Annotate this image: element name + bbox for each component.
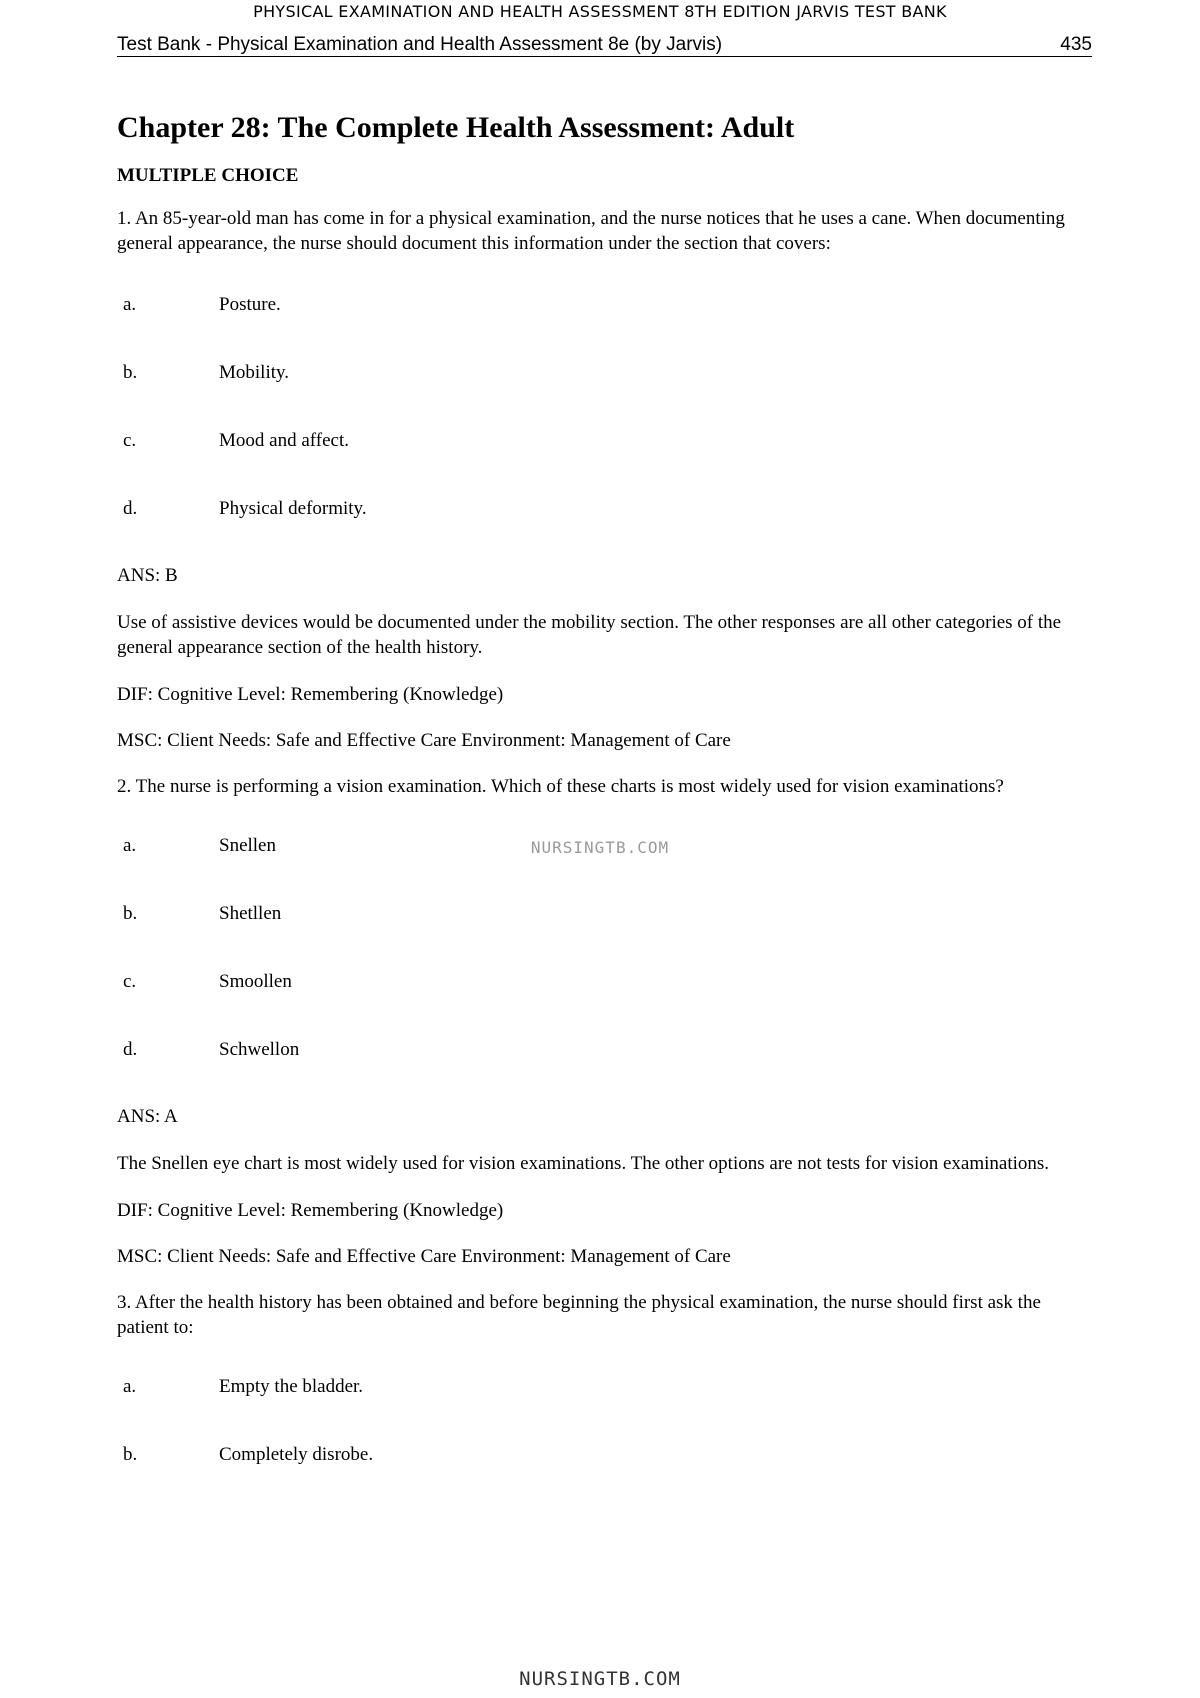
option-text: Mobility. bbox=[219, 362, 290, 383]
option-letter: a. bbox=[123, 835, 137, 856]
option-letter: a. bbox=[123, 294, 137, 315]
option-letter: b. bbox=[123, 903, 138, 924]
question-block bbox=[117, 206, 1092, 753]
option bbox=[117, 969, 1092, 994]
answer-key: ANS: B bbox=[117, 565, 178, 586]
option-text: Schwellon bbox=[219, 1039, 300, 1060]
option bbox=[117, 1442, 1092, 1467]
option bbox=[117, 360, 1092, 385]
difficulty-tag: DIF: Cognitive Level: Remembering (Knowledge) bbox=[117, 1200, 504, 1221]
rationale: Use of assistive devices would be documented under the mobility section. The other responses are all other categories of the general appearance section of the health history. bbox=[117, 612, 1062, 658]
client-needs-tag: MSC: Client Needs: Safe and Effective Care Environment: Management of Care bbox=[117, 730, 731, 751]
question-block bbox=[117, 1290, 1092, 1467]
option bbox=[117, 901, 1092, 926]
option bbox=[117, 292, 1092, 317]
option-letter: d. bbox=[123, 1039, 138, 1060]
running-header-title: Test Bank - Physical Examination and Health Assessment 8e (by Jarvis) bbox=[117, 34, 723, 55]
option-text: Shetllen bbox=[219, 903, 282, 924]
document-body bbox=[117, 110, 1092, 1492]
option-text: Empty the bladder. bbox=[219, 1376, 364, 1397]
answer-key: ANS: A bbox=[117, 1106, 178, 1127]
client-needs-tag: MSC: Client Needs: Safe and Effective Care Environment: Management of Care bbox=[117, 1246, 731, 1267]
option-list bbox=[117, 833, 1092, 1062]
option-text: Posture. bbox=[219, 294, 281, 315]
option-text: Completely disrobe. bbox=[219, 1444, 374, 1465]
option-text: Physical deformity. bbox=[219, 498, 367, 519]
option-letter: d. bbox=[123, 498, 138, 519]
chapter-title: Chapter 28: The Complete Health Assessment: Adult bbox=[117, 111, 795, 144]
option-letter: c. bbox=[123, 430, 137, 451]
option-letter: b. bbox=[123, 362, 138, 383]
option-text: Snellen bbox=[219, 835, 276, 856]
option-list bbox=[117, 1374, 1092, 1467]
option bbox=[117, 1374, 1092, 1399]
rationale: The Snellen eye chart is most widely used for vision examinations. The other options are not tests for vision examinations. bbox=[117, 1153, 1050, 1174]
option bbox=[117, 1037, 1092, 1062]
option-letter: a. bbox=[123, 1376, 137, 1397]
option-letter: c. bbox=[123, 971, 137, 992]
option-list bbox=[117, 292, 1092, 521]
top-banner: PHYSICAL EXAMINATION AND HEALTH ASSESSMENT 8TH EDITION JARVIS TEST BANK bbox=[253, 2, 947, 21]
option-text: Mood and affect. bbox=[219, 430, 349, 451]
section-heading: MULTIPLE CHOICE bbox=[117, 165, 299, 186]
watermark-text: NURSINGTB.COM bbox=[530, 838, 670, 857]
question-stem: 3. After the health history has been obtained and before beginning the physical examination, the nurse should first ask the patient to: bbox=[117, 1292, 1041, 1338]
option bbox=[117, 496, 1092, 521]
question-stem: 2. The nurse is performing a vision examination. Which of these charts is most widely used for vision examinations? bbox=[117, 776, 1004, 797]
option-text: Smoollen bbox=[219, 971, 292, 992]
running-header bbox=[117, 34, 1092, 57]
difficulty-tag: DIF: Cognitive Level: Remembering (Knowledge) bbox=[117, 684, 504, 705]
page-number: 435 bbox=[1060, 34, 1092, 55]
question-stem: 1. An 85-year-old man has come in for a physical examination, and the nurse notices that he uses a cane. When documenting general appearance, the nurse should document this information under the section that covers: bbox=[117, 208, 1065, 254]
footer-watermark: NURSINGTB.COM bbox=[519, 1668, 681, 1690]
option-letter: b. bbox=[123, 1444, 138, 1465]
option bbox=[117, 428, 1092, 453]
